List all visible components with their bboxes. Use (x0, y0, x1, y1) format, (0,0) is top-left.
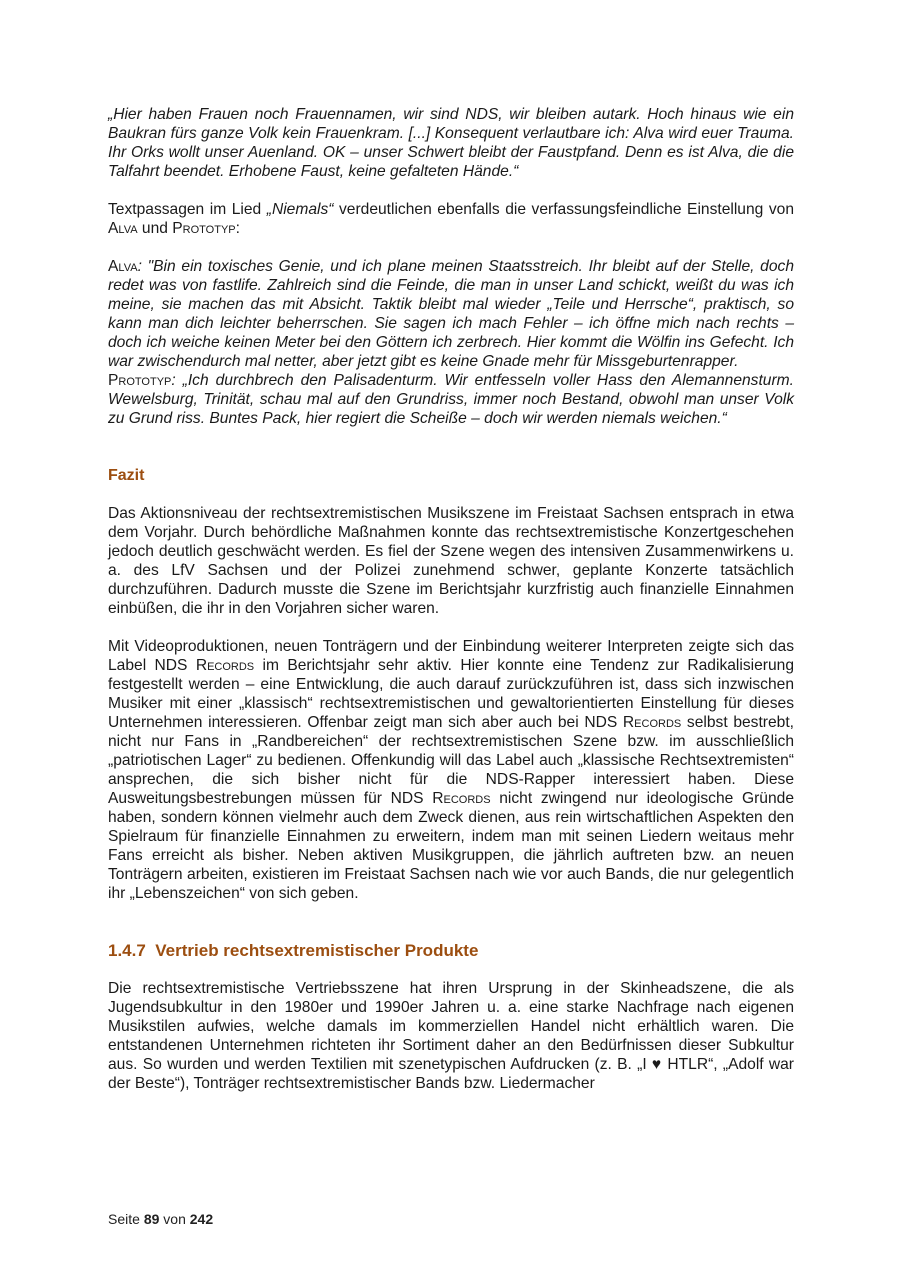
paragraph-text: selbst bestrebt, nicht nur Fans in „Randbereichen“ der rechtsextremistischen Szene bzw. im ausschließlich „patriotischen Lager“ zu bedienen. Offenkundig will das Label auch „klassische Rechtsextremisten“ ansprechen, die sich bisher nicht für die NDS-Rapper interessiert haben. Diese Ausweitungsbestrebungen müssen für NDS (108, 714, 794, 807)
page-footer (108, 1211, 213, 1227)
section-number: 1.4.7 (108, 941, 146, 960)
intro-conjunction: und (137, 220, 173, 237)
document-page (108, 105, 794, 1093)
paragraph-text: Mit Videoproduktionen, neuen Tonträgern und der Einbindung weiterer Interpreten zeigte sich das Label NDS (108, 638, 794, 674)
page-number: 89 (143, 1211, 160, 1227)
paragraph-text: nicht zwingend nur ideologische Gründe haben, sondern können vielmehr auch dem Zweck dienen, aus rein wirtschaftlichen Aspekten den Spielraum für finanzielle Einnahmen zu erweitern, indem man mit seinen Liedern weitaus mehr Fans erreicht als bisher. Neben aktiven Musikgruppen, die jährlich auftreten bzw. an neuen Tonträgern arbeiten, existieren im Freistaat Sachsen nach wie vor auch Bands, die nur gelegentlich ihr „Lebenszeichen“ von sich geben. (108, 790, 794, 902)
fazit-paragraph: Das Aktionsniveau der rechtsextremistischen Musikszene im Freistaat Sachsen entsprach in etwa dem Vorjahr. Durch behördliche Maßnahmen konnte das rechtsextremistische Konzertgeschehen jedoch deutlich geschwächt werden. Es fiel der Szene wegen des intensiven Zusammenwirkens u. a. des LfV Sachsen und der Polizei zunehmend schwer, geplante Konzerte tatsächlich durchzuführen. Dadurch musste die Szene im Berichtsjahr kurzfristig auch finanzielle Einnahmen einbüßen, die ihr in den Vorjahren sicher waren. (108, 505, 794, 617)
speaker-label: Prototyp (108, 372, 172, 389)
lyrics-text: : "Bin ein toxisches Genie, und ich plane meinen Staatsstreich. Ihr bleibt auf der Stelle, doch redet was von fastlife. Zahlreich sind die Feinde, die man in unser Land schickt, weißt du was ich meine, sie machen das mit Absicht. Taktik bleibt mal wieder „Teile und Herrsche“, praktisch, so kann man dich leichter beherrschen. Sie sagen ich mach Fehler – ich öffne mich nach rechts – doch ich weiche keinen Meter bei den Göttern ich zerbrech. Hier kommt die Wölfin ins Gefecht. Ich war zwischendurch mal netter, aber jetzt gibt es keine Gnade mehr für Missgeburtenrapper. (108, 258, 794, 370)
speaker-label: Alva (108, 258, 138, 275)
label-name: Records (622, 714, 682, 731)
intro-end: : (235, 220, 240, 237)
lyrics-prototyp (108, 371, 794, 428)
intro-text: Textpassagen im Lied (108, 201, 267, 218)
page-total: 242 (189, 1211, 214, 1227)
label-name: Records (195, 657, 255, 674)
fazit-heading: Fazit (108, 467, 145, 484)
section-heading (108, 941, 794, 960)
label-name: Records (432, 790, 491, 807)
artist-name: Prototyp (172, 220, 236, 237)
intro-paragraph (108, 200, 794, 238)
footer-of: von (163, 1211, 186, 1227)
intro-text-middle: verdeutlichen ebenfalls die verfassungsfeindliche Einstellung von (333, 201, 794, 218)
lyrics-text: : „Ich durchbrech den Palisadenturm. Wir entfesseln voller Hass den Alemannensturm. Wewelsburg, Trinität, schau mal auf den Grundriss, immer noch Bestand, obwohl man unser Volk zu Grund riss. Buntes Pack, hier regiert die Scheiße – doch wir werden niemals weichen.“ (108, 372, 794, 427)
section-title: Vertrieb rechtsextremistischer Produkte (155, 941, 479, 960)
footer-prefix: Seite (108, 1211, 140, 1227)
song-title: „Niemals“ (266, 201, 334, 218)
lyrics-alva (108, 257, 794, 371)
section-paragraph: Die rechtsextremistische Vertriebsszene hat ihren Ursprung in der Skinheadszene, die als Jugendsubkultur in den 1980er und 1990er Jahren u. a. eine starke Nachfrage nach eigenen Musikstilen aufwies, welche damals im kommerziellen Handel nicht erhältlich waren. Die entstandenen Unternehmen richteten ihr Sortiment daher an den Bedürfnissen dieser Subkultur aus. So wurden und werden Textilien mit szenetypischen Aufdrucken (z. B. „I ♥ HTLR“, „Adolf war der Beste“), Tonträger rechtsextremistischer Bands bzw. Liedermacher (108, 980, 794, 1092)
artist-name: Alva (108, 220, 138, 237)
fazit-paragraph-2 (108, 637, 794, 903)
quote-block: „Hier haben Frauen noch Frauennamen, wir sind NDS, wir bleiben autark. Hoch hinaus wie ein Baukran fürs ganze Volk kein Frauenkram. [...] Konsequent verlautbare ich: Alva wird euer Trauma. Ihr Orks wollt unser Auenland. OK – unser Schwert bleibt der Faustpfand. Denn es ist Alva, die die Talfahrt beendet. Erhobene Faust, keine gefalteten Hände.“ (108, 106, 794, 180)
paragraph-text: im Berichtsjahr sehr aktiv. Hier konnte eine Tendenz zur Radikalisierung festgestellt werden – eine Entwicklung, die auch darauf zurückzuführen ist, dass sich inzwischen Musiker mit einer „klassisch“ rechtsextremistischen und gewaltorientierten Einstellung für dieses Unternehmen interessieren. Offenbar zeigt man sich aber auch bei NDS (108, 657, 794, 731)
